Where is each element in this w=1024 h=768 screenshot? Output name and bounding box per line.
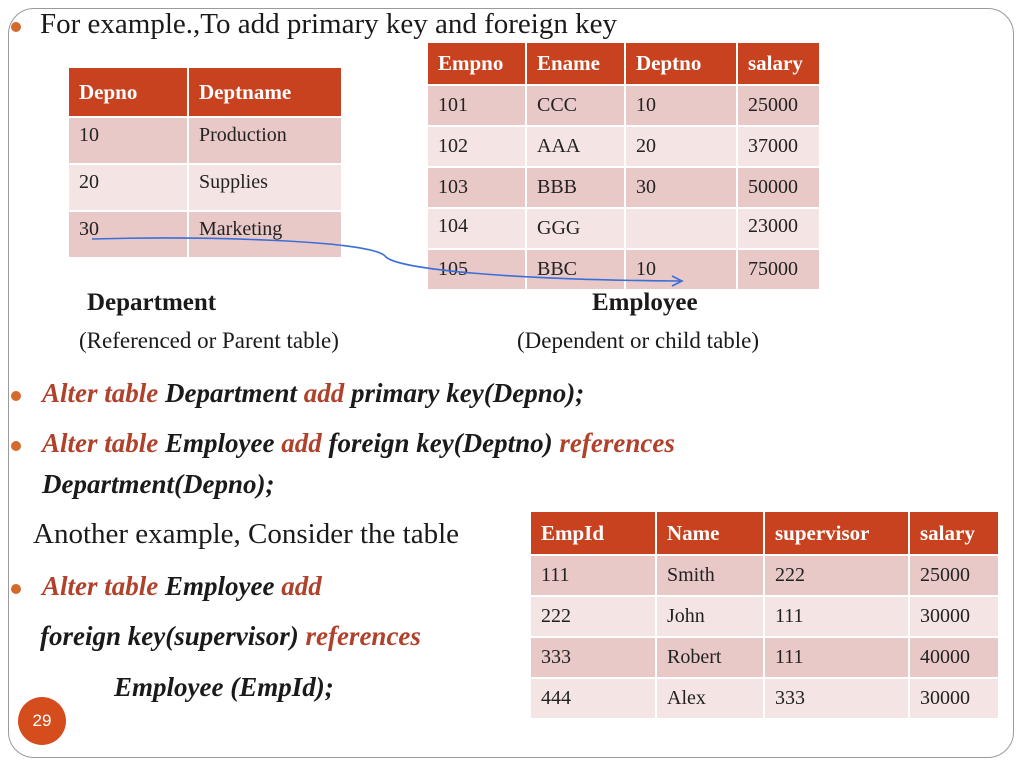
clause: foreign key(supervisor) bbox=[40, 621, 299, 651]
column-header: Deptno bbox=[625, 42, 737, 85]
employee-subcaption: (Dependent or child table) bbox=[517, 328, 760, 353]
supervisor-table bbox=[529, 510, 1000, 720]
table-name: Department bbox=[165, 378, 297, 408]
table-row bbox=[530, 596, 999, 637]
department-caption: Department bbox=[87, 289, 217, 316]
table-cell: 20 bbox=[625, 126, 737, 167]
table-cell: GGG bbox=[526, 208, 625, 249]
table-cell: Production bbox=[188, 117, 342, 164]
table-cell: 101 bbox=[427, 85, 526, 126]
bullet-icon bbox=[11, 391, 21, 401]
table-cell: 25000 bbox=[909, 555, 999, 596]
table-cell: 30 bbox=[625, 167, 737, 208]
column-header: salary bbox=[737, 42, 820, 85]
table-cell: CCC bbox=[526, 85, 625, 126]
column-header: Depno bbox=[68, 67, 188, 117]
clause: foreign key(Deptno) bbox=[328, 428, 553, 458]
table-cell: AAA bbox=[526, 126, 625, 167]
table-cell: 111 bbox=[530, 555, 656, 596]
table-cell: Marketing bbox=[188, 211, 342, 258]
table-cell: 111 bbox=[764, 637, 909, 678]
statement-self-reference-line2 bbox=[40, 621, 421, 652]
statement-foreign-key-line2: Department(Depno); bbox=[42, 469, 275, 499]
table-cell: 20 bbox=[68, 164, 188, 211]
table-cell: 444 bbox=[530, 678, 656, 719]
statement-primary-key bbox=[42, 378, 584, 409]
table-cell: 104 bbox=[427, 208, 526, 249]
keyword: add bbox=[281, 571, 322, 601]
keyword: Alter table bbox=[42, 378, 159, 408]
keyword: references bbox=[559, 428, 675, 458]
slide-number: 29 bbox=[32, 711, 52, 730]
column-header: Name bbox=[656, 511, 764, 555]
table-cell: Smith bbox=[656, 555, 764, 596]
table-name: Employee bbox=[165, 428, 275, 458]
table-cell: 333 bbox=[764, 678, 909, 719]
table-name: Employee bbox=[165, 571, 275, 601]
table-cell: Alex bbox=[656, 678, 764, 719]
table-cell: 222 bbox=[764, 555, 909, 596]
slide-number-badge bbox=[18, 697, 66, 745]
column-header: Ename bbox=[526, 42, 625, 85]
employee-caption: Employee bbox=[592, 289, 698, 316]
table-cell: 37000 bbox=[737, 126, 820, 167]
clause: primary key(Depno); bbox=[351, 378, 585, 408]
table-cell: 40000 bbox=[909, 637, 999, 678]
bullet-icon bbox=[11, 584, 21, 594]
table-row bbox=[530, 555, 999, 596]
table-cell: 103 bbox=[427, 167, 526, 208]
keyword: Alter table bbox=[42, 571, 159, 601]
table-cell: 111 bbox=[764, 596, 909, 637]
table-cell: 105 bbox=[427, 249, 526, 290]
table-cell: 75000 bbox=[737, 249, 820, 290]
table-cell: 102 bbox=[427, 126, 526, 167]
table-cell: 10 bbox=[68, 117, 188, 164]
table-cell: 25000 bbox=[737, 85, 820, 126]
statement-foreign-key bbox=[42, 428, 675, 459]
table-cell: 10 bbox=[625, 85, 737, 126]
table-cell: Supplies bbox=[188, 164, 342, 211]
table-cell: 222 bbox=[530, 596, 656, 637]
table-cell: John bbox=[656, 596, 764, 637]
table-cell: Robert bbox=[656, 637, 764, 678]
table-cell: 30 bbox=[68, 211, 188, 258]
keyword: add bbox=[303, 378, 345, 408]
table-cell: BBB bbox=[526, 167, 625, 208]
keyword: references bbox=[305, 621, 421, 651]
table-cell: 333 bbox=[530, 637, 656, 678]
statement-self-reference bbox=[42, 571, 322, 602]
table-row bbox=[530, 678, 999, 719]
column-header: supervisor bbox=[764, 511, 909, 555]
keyword: add bbox=[281, 428, 322, 458]
table-cell: 30000 bbox=[909, 678, 999, 719]
table-cell: 23000 bbox=[737, 208, 820, 249]
slide-title: For example.,To add primary key and foreign key bbox=[40, 8, 617, 40]
another-example-text: Another example, Consider the table bbox=[33, 518, 460, 550]
column-header: EmpId bbox=[530, 511, 656, 555]
column-header: Empno bbox=[427, 42, 526, 85]
table-cell: 30000 bbox=[909, 596, 999, 637]
statement-self-reference-line3: Employee (EmpId); bbox=[114, 672, 334, 702]
column-header: Deptname bbox=[188, 67, 342, 117]
table-row bbox=[530, 637, 999, 678]
column-header: salary bbox=[909, 511, 999, 555]
table-cell: BBC bbox=[526, 249, 625, 290]
table-cell: 50000 bbox=[737, 167, 820, 208]
department-subcaption: (Referenced or Parent table) bbox=[79, 328, 339, 353]
table-cell: 10 bbox=[625, 249, 737, 290]
keyword: Alter table bbox=[42, 428, 159, 458]
bullet-icon bbox=[11, 441, 21, 451]
